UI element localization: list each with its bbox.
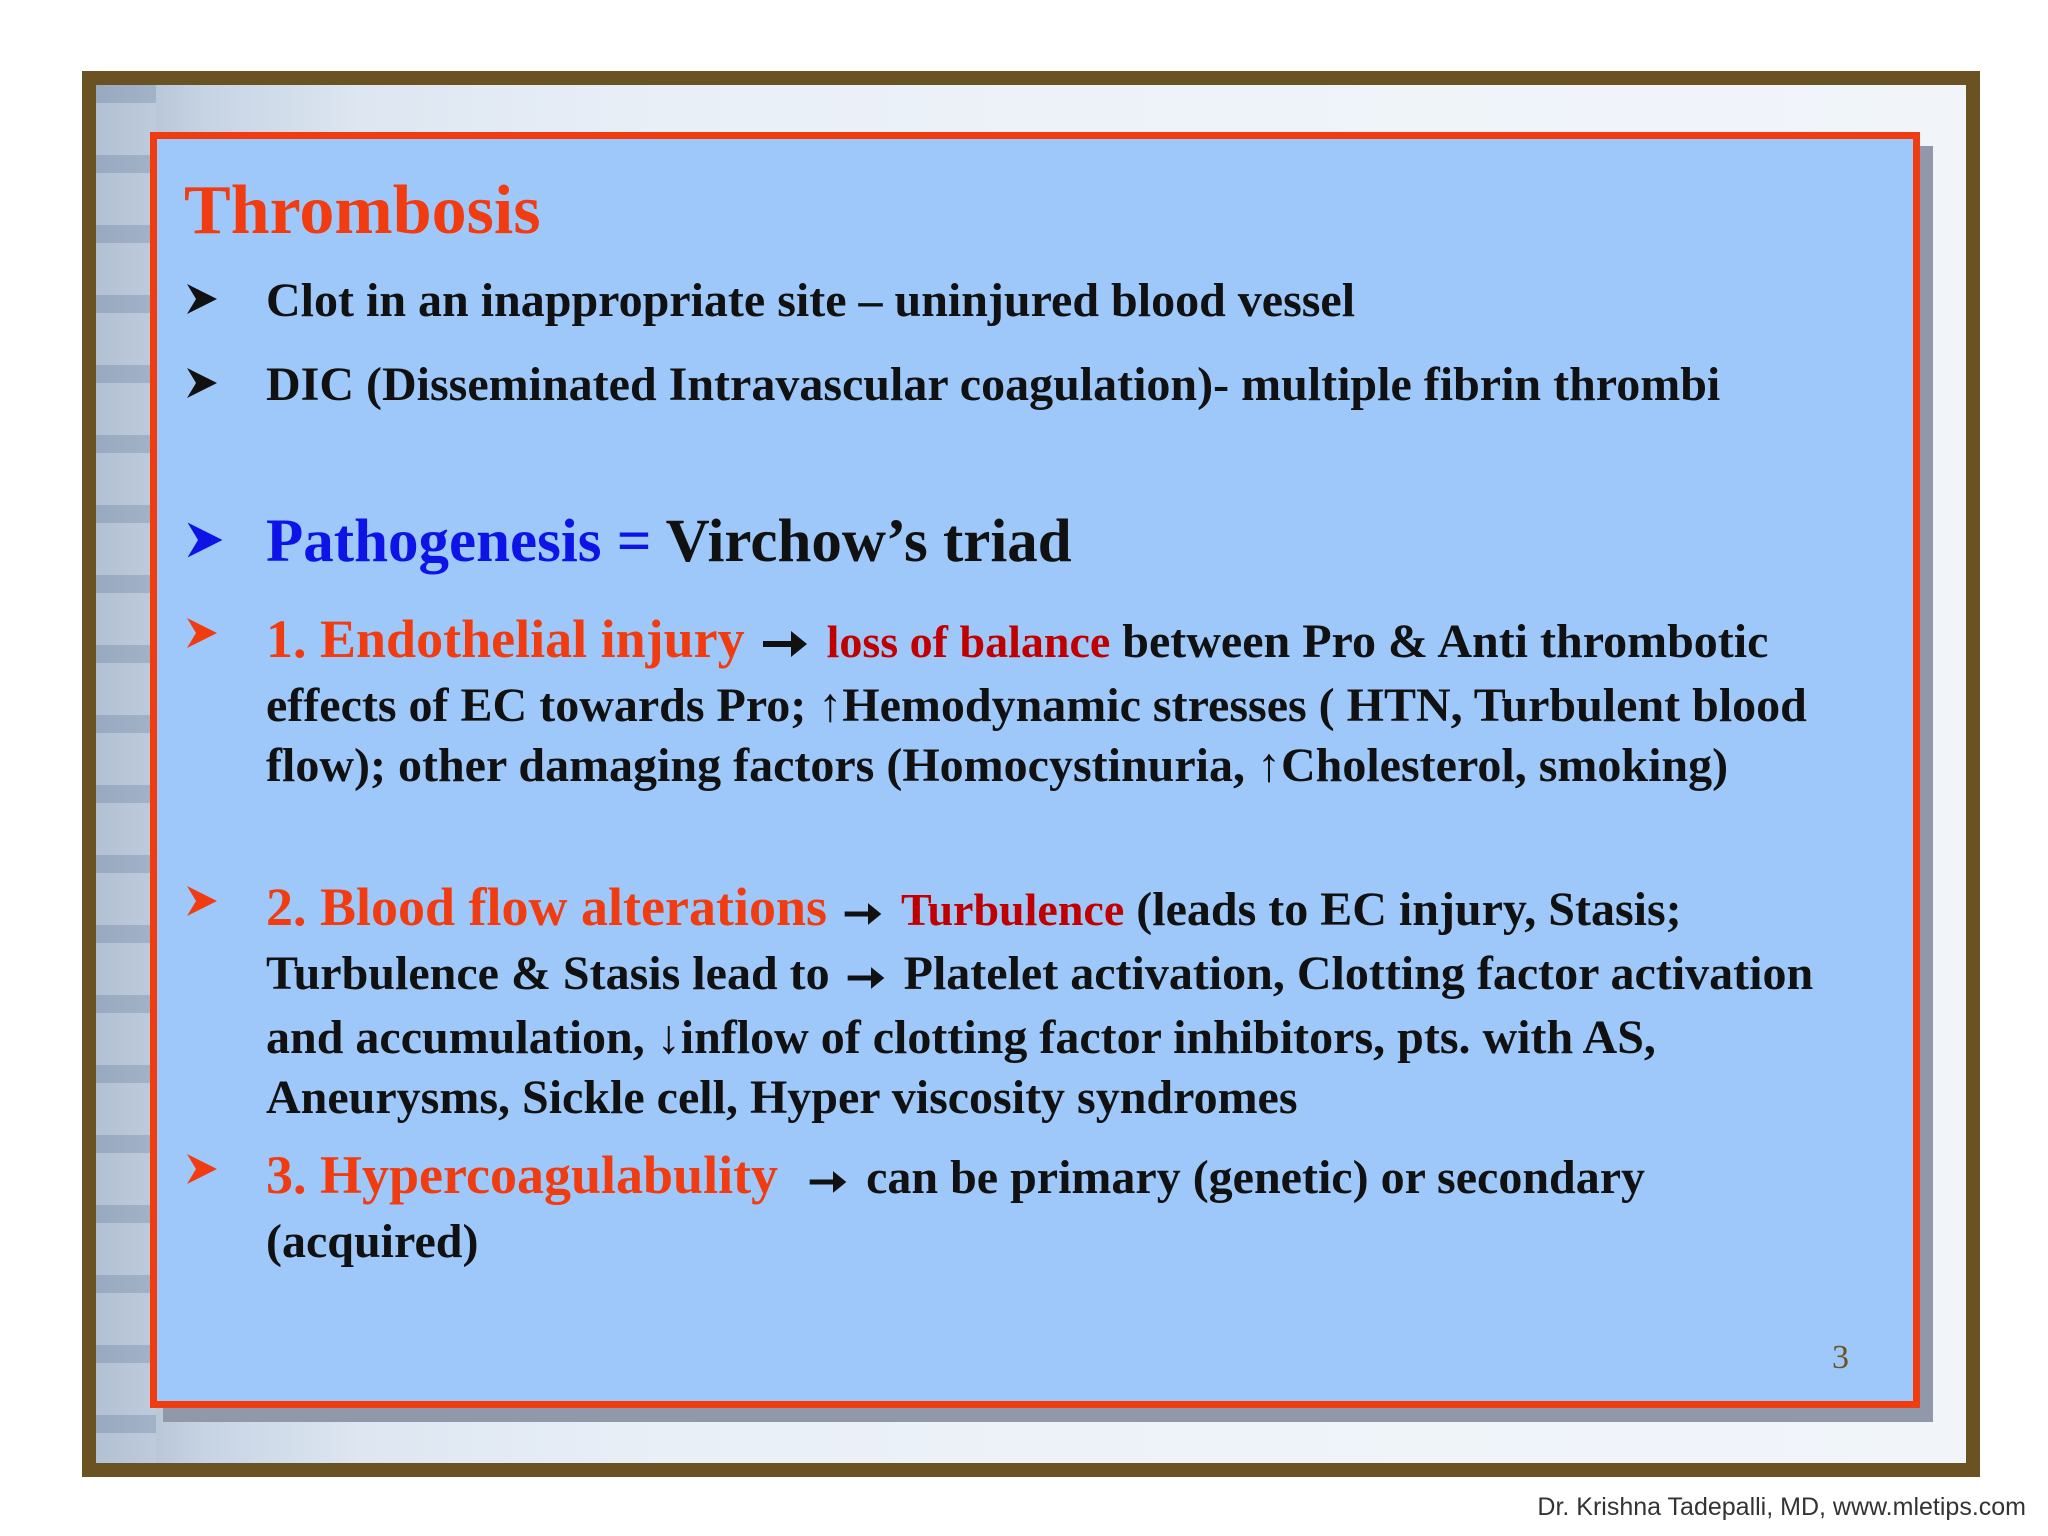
page-number: 3 xyxy=(1832,1339,1849,1376)
arrowhead-bullet-icon xyxy=(184,281,224,321)
footer-credit: Dr. Krishna Tadepalli, MD, www.mletips.com xyxy=(1537,1493,2026,1521)
right-arrow-icon xyxy=(846,948,886,1008)
bullet-dic xyxy=(184,355,1884,415)
turbulence-label: Turbulence xyxy=(901,884,1125,935)
endothelial-injury-heading: 1. Endothelial injury xyxy=(266,609,745,669)
hypercoagulability-heading: 3. Hypercoagulabulity xyxy=(266,1145,779,1205)
blood-flow-heading: 2. Blood flow alterations xyxy=(266,877,827,937)
bullet-text xyxy=(266,1145,1826,1272)
arrowhead-bullet-icon xyxy=(184,883,224,923)
bullet-text xyxy=(266,877,1826,1128)
arrowhead-bullet-icon xyxy=(184,615,224,655)
bullet-hypercoagulability xyxy=(184,1145,1884,1272)
blood-flow-detail-2: Platelet activation, Clotting factor activation and accumulation, ↓inflow of clotting factor inhibitors, pts. with AS, Aneurysms, Sickle cell, Hyper viscosity syndromes xyxy=(266,946,1814,1124)
bullet-text: Clot in an inappropriate site – uninjured blood vessel xyxy=(266,274,1356,327)
right-arrow-icon xyxy=(761,616,809,676)
right-arrow-icon xyxy=(808,1152,848,1212)
blood-flow-detail-1: (leads to EC injury, Stasis; Turbulence & Stasis lead to xyxy=(266,883,1682,1000)
arrowhead-bullet-icon xyxy=(184,365,224,405)
endothelial-injury-detail: between Pro & Anti thrombotic effects of EC towards Pro; ↑Hemodynamic stresses ( HTN, Turbulent blood flow); other damaging factors (Homocystinuria, ↑Cholesterol, smoking) xyxy=(266,615,1807,792)
bullet-text: DIC (Disseminated Intravascular coagulation)- multiple fibrin thrombi xyxy=(266,358,1721,411)
loss-of-balance-label: loss of balance xyxy=(826,616,1111,667)
bullet-endothelial-injury xyxy=(184,609,1884,796)
bullet-clot xyxy=(184,271,1884,331)
bullet-blood-flow xyxy=(184,877,1884,1128)
arrowhead-bullet-icon xyxy=(184,519,224,559)
slide-title: Thrombosis xyxy=(184,172,541,249)
right-arrow-icon xyxy=(843,884,883,944)
virchow-label: Virchow’s triad xyxy=(665,508,1072,575)
bullet-text xyxy=(266,609,1826,796)
bullet-text xyxy=(266,507,1884,577)
pathogenesis-label: Pathogenesis = xyxy=(266,508,652,575)
bullet-pathogenesis xyxy=(184,507,1884,577)
arrowhead-bullet-icon xyxy=(184,1151,224,1191)
hypercoagulability-detail: can be primary (genetic) or secondary (acquired) xyxy=(266,1151,1646,1268)
slide-content xyxy=(150,132,1920,1408)
